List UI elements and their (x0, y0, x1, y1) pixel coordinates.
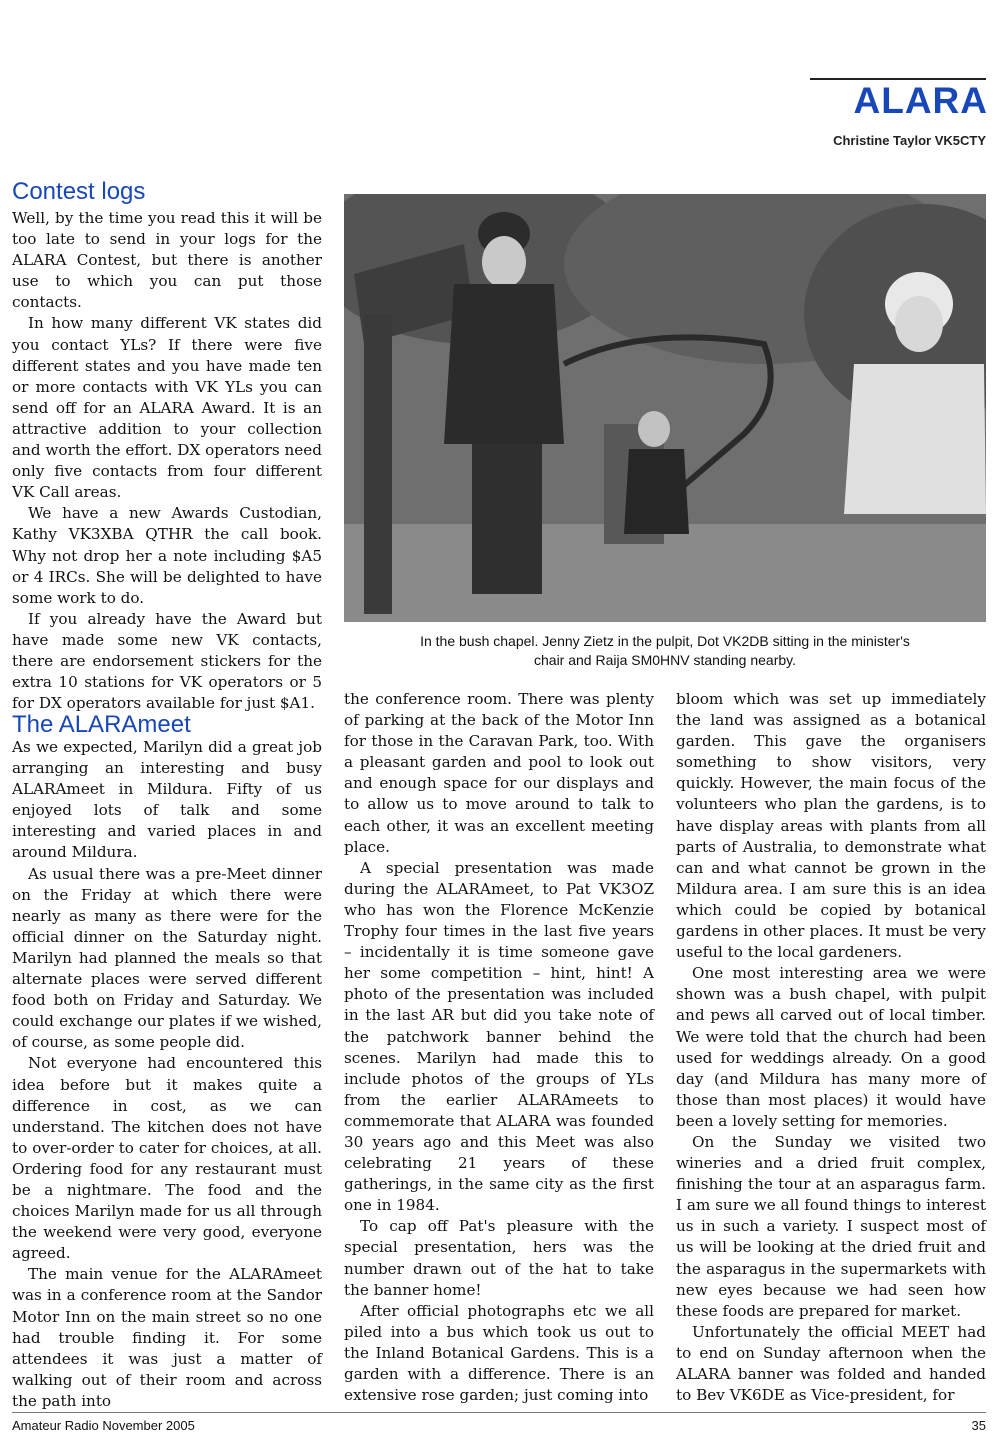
paragraph: As we expected, Marilyn did a great job arranging an interesting and busy ALARAmeet in Mildura. Fifty of us enjoyed lots of talk and some interesting and varied places in and around Mildura. (12, 738, 322, 862)
paragraph: Not everyone had encountered this idea before but it makes quite a difference in cost, as we can understand. The kitchen does not have to over-order to cater for choices, at all. Ordering food for any restaurant must be a nightmare. The food and the choices Marilyn made for us all through the weekend were very good, everyone agreed. (12, 1054, 322, 1263)
article-column-1-bottom (12, 737, 322, 1412)
section-title: ALARA (853, 80, 988, 121)
paragraph: bloom which was set up immediately the land was assigned as a botanical garden. This gave the organisers something to show visitors, very quickly. However, the main focus of the volunteers who plan the gardens, is to have display areas with plants from all parts of Australia, to demonstrate what can and what cannot be grown in the Mildura area. I am sure this is an idea which could be copied by botanical gardens in other places. It must be very useful to the local gardeners. (676, 690, 986, 962)
paragraph: To cap off Pat's pleasure with the special presentation, hers was the number drawn out of the hat to take the banner home! (344, 1217, 654, 1299)
heading-alarameet: The ALARAmeet (12, 711, 191, 738)
paragraph: If you already have the Award but have made some new VK contacts, there are endorsement stickers for the extra 10 stations for VK operators or 5 for DX operators available for just $A1. (12, 609, 322, 713)
paragraph: the conference room. There was plenty of parking at the back of the Motor Inn for those in the Caravan Park, too. With a pleasant garden and pool to look out and enough space for our displays and to allow us to move around to talk to each other, it was an excellent meeting place. (344, 690, 654, 856)
article-column-2 (344, 689, 654, 1406)
article-column-1-top (12, 208, 322, 714)
caption-line: In the bush chapel. Jenny Zietz in the pulpit, Dot VK2DB sitting in the minister's (420, 633, 910, 649)
page-number: 35 (971, 1418, 986, 1433)
photo-illustration (344, 194, 986, 622)
paragraph: In how many different VK states did you contact YLs? If there were five different states and you have made ten or more contacts with VK YLs you can send off for an ALARA Award. It is an attractive addition to your collection and worth the effort. DX operators need only five contacts from four different VK Call areas. (12, 314, 322, 502)
paragraph: As usual there was a pre-Meet dinner on the Friday at which there were nearly as many as there were for the official dinner on the Saturday night. Marilyn had planned the meals so that alternate places were served different food both on Friday and Saturday. We could exchange our plates if we wished, of course, as some people did. (12, 864, 322, 1052)
article-column-3 (676, 689, 986, 1406)
paragraph: A special presentation was made during the ALARAmeet, to Pat VK3OZ who has won the Florence McKenzie Trophy four times in the last five years – incidentally it is time someone gave her some competition – hint, hint! A photo of the presentation was included in the last AR but did you take note of the patchwork banner behind the scenes. Marilyn had made this to include photos of the groups of YLs from the earlier ALARAmeets to commemorate that ALARA was founded 30 years ago and this Meet was also celebrating 21 years of these gatherings, in the same city as the first one in 1984. (344, 858, 654, 1215)
paragraph: Unfortunately the official MEET had to end on Sunday afternoon when the ALARA banner was folded and handed to Bev VK6DE as Vice-president, for (676, 1322, 986, 1405)
bush-chapel-photo (344, 194, 986, 622)
publication-info: Amateur Radio November 2005 (12, 1418, 195, 1433)
paragraph: Well, by the time you read this it will be too late to send in your logs for the ALARA Contest, but there is another use to which you can put those contacts. (12, 209, 322, 312)
caption-line: chair and Raija SM0HNV standing nearby. (534, 652, 796, 668)
paragraph: The main venue for the ALARAmeet was in a conference room at the Sandor Motor Inn on the main street so no one had trouble finding it. For some attendees it was just a matter of walking out of their room and across the path into (12, 1265, 322, 1410)
author-byline: Christine Taylor VK5CTY (833, 133, 986, 148)
footer-rule (12, 1412, 986, 1413)
paragraph: On the Sunday we visited two wineries and a dried fruit complex, finishing the tour at an asparagus farm. I am sure we all found things to interest us in such a variety. I suspect most of us will be looking at the dried fruit and the asparagus in the supermarkets with new eyes because we had seen how these foods are prepared for market. (676, 1132, 986, 1320)
paragraph: One most interesting area we were shown was a bush chapel, with pulpit and pews all carved out of local timber. We were told that the church had been used for weddings already. On a good day (and Mildura has many more of those than most places) it would have been a lovely setting for memories. (676, 964, 986, 1130)
heading-contest-logs: Contest logs (12, 178, 146, 205)
paragraph: We have a new Awards Custodian, Kathy VK3XBA QTHR the call book. Why not drop her a note including $A5 or 4 IRCs. She will be delighted to have some work to do. (12, 504, 322, 607)
photo-caption (344, 632, 986, 670)
paragraph: After official photographs etc we all piled into a bus which took us out to the Inland Botanical Gardens. This is a garden with a difference. There is an extensive rose garden; just coming into (344, 1301, 654, 1405)
